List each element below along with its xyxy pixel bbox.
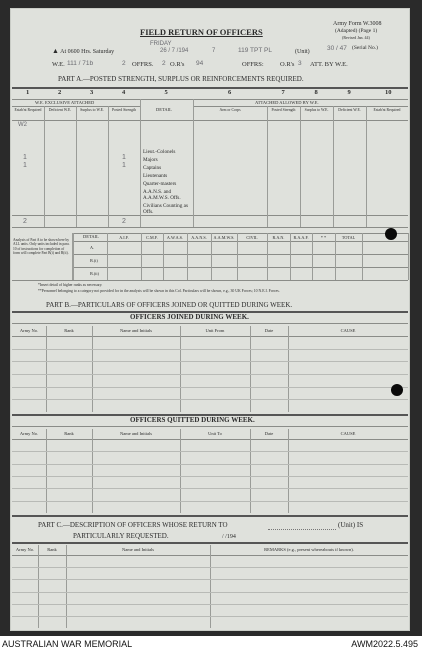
hw-total-4: 2	[122, 218, 126, 225]
column-number: 8	[314, 89, 318, 96]
table-row-line	[12, 501, 408, 502]
rule	[12, 215, 408, 216]
rank-label: Lieutenants	[143, 173, 168, 179]
revised-label: (Revised Jan. 44)	[342, 35, 370, 40]
analysis-column-header: R.A.A.F.	[293, 235, 309, 240]
table-column-header: REMARKS (e.g., present whereabouts if known).	[264, 547, 354, 552]
table-column-header: Name and Initials	[120, 431, 152, 436]
table-column-header: CAUSE	[340, 431, 356, 436]
serial-label: (Serial No.)	[352, 45, 378, 51]
column-divider	[73, 233, 74, 280]
column-number: 4	[122, 89, 126, 96]
column-divider	[187, 233, 188, 280]
column-divider	[267, 106, 268, 227]
analysis-row-label: B.(i)	[90, 258, 98, 263]
analysis-row-label: B.(ii)	[90, 271, 99, 276]
table-row-line	[12, 488, 408, 489]
column-number: 7	[281, 89, 285, 96]
sub-header: Estab'nt Required	[14, 108, 42, 112]
table-row-line	[12, 464, 408, 465]
column-divider	[366, 106, 367, 227]
table-column-header: Rank	[47, 547, 57, 552]
rule	[12, 336, 408, 337]
column-divider	[333, 106, 334, 227]
column-divider	[107, 233, 108, 280]
offrs-att-label: OFFRS:	[242, 61, 264, 68]
part-a-heading: PART A.—POSTED STRENGTH, SURPLUS OR REINFORCEMENTS REQUIRED.	[58, 75, 304, 83]
table-row-line	[12, 579, 408, 580]
footer-left: AUSTRALIAN WAR MEMORIAL	[2, 639, 133, 649]
sub-header: Arm or Corps	[219, 108, 241, 112]
form-title: FIELD RETURN OF OFFICERS	[140, 27, 263, 37]
note-2: **Personnel belonging to a category not provided for in the analysis will be shown in this Col. Particulars will be shown, e.g., 30 UK Forces; 10 N.E.I. Forces.	[38, 289, 280, 293]
rule	[12, 439, 408, 440]
unit-blank	[268, 529, 336, 530]
analysis-note: Analysis of Part A to be shown here by ALL units. Only units included in para. 10 of instructions for completion of form will complete Part B(i) and B(ii).	[13, 238, 70, 255]
unit-is-label: (Unit) IS	[338, 521, 364, 529]
column-number: 5	[164, 89, 168, 96]
analysis-column-header: * *	[320, 235, 327, 240]
offrs-count-handwritten: 2	[162, 60, 166, 67]
table-row-line	[12, 374, 408, 375]
rule	[73, 233, 408, 234]
ors-handwritten: 94	[196, 60, 204, 67]
analysis-row-label: A.	[90, 245, 95, 250]
serial-handwritten: 30 / 47	[327, 45, 347, 52]
rule	[12, 227, 408, 228]
hw-col1-top: W2	[18, 122, 27, 128]
attached-header: ATTACHED ALLOWED BY W.E.	[255, 100, 319, 105]
column-number: 2	[58, 89, 62, 96]
rank-label: A.A.N.S. and A.A.M.W.S. Offs.	[143, 189, 181, 201]
offrs-label: OFFRS.	[132, 61, 154, 68]
table-row-line	[12, 592, 408, 593]
column-divider	[141, 233, 142, 280]
offrs-handwritten: 2	[122, 60, 126, 67]
table-row-line	[12, 361, 408, 362]
rank-label: Captains	[143, 165, 162, 171]
rule	[12, 120, 408, 121]
table-row-line	[12, 616, 408, 617]
form-page	[10, 8, 410, 631]
adapted-label: (Adapted) (Page 1)	[335, 28, 378, 34]
table-row-line	[12, 349, 408, 350]
rank-label: Majors	[143, 157, 158, 163]
analysis-detail-label: DETAIL	[83, 234, 99, 239]
table-column-header: Name and Initials	[120, 328, 152, 333]
column-number: 9	[347, 89, 351, 96]
table-row-line	[12, 604, 408, 605]
column-divider	[72, 233, 73, 280]
rank-label: Quarter-masters	[143, 181, 177, 187]
part-c-heading-2: PARTICULARLY REQUESTED.	[73, 532, 169, 540]
rule	[12, 542, 408, 544]
we-handwritten: 111 / 71b	[67, 60, 94, 67]
we-label: W.E.	[52, 61, 65, 68]
column-divider	[108, 106, 109, 227]
sub-header: Surplus to W.E.	[304, 108, 329, 112]
date-handwritten: 26 / 7 /194	[160, 48, 189, 54]
footer-right: AWM2022.5.495	[351, 639, 418, 649]
sub-header: Deficient W.E.	[338, 108, 361, 112]
hw-col4-b: 1	[122, 162, 126, 169]
column-divider	[44, 106, 45, 227]
punch-hole	[385, 228, 397, 240]
column-divider	[312, 233, 313, 280]
rule	[73, 254, 408, 255]
table-column-header: Army No.	[15, 547, 35, 552]
column-divider	[408, 233, 409, 280]
part-b-heading: PART B.—PARTICULARS OF OFFICERS JOINED OR QUITTED DURING WEEK.	[46, 301, 293, 309]
table-column-header: Name and Initials	[122, 547, 154, 552]
column-divider	[290, 233, 291, 280]
column-number: 1	[26, 89, 30, 96]
unit-label: (Unit)	[295, 49, 310, 55]
sub-header: Posted Strength	[112, 108, 136, 112]
column-number: 10	[385, 89, 392, 96]
ors-att-handwritten: 3	[298, 60, 302, 67]
rank-label: Lieut.-Colonels	[143, 149, 176, 155]
table-column-header: Rank	[64, 431, 74, 436]
table-row-line	[12, 387, 408, 388]
unit-handwritten: 119 TPT PL	[238, 47, 272, 54]
rule	[12, 280, 408, 281]
analysis-column-header: A.A.N.S.	[191, 235, 207, 240]
sub-header: Deficient W.E.	[48, 108, 72, 112]
column-divider	[267, 233, 268, 280]
column-divider	[211, 233, 212, 280]
detail-header: DETAIL	[156, 107, 172, 112]
table-column-header: Unit To	[208, 431, 222, 436]
analysis-column-header: R.A.N.	[272, 235, 285, 240]
quitted-title: OFFICERS QUITTED DURING WEEK.	[130, 416, 255, 424]
table-column-header: CAUSE	[340, 328, 356, 333]
we-excl-header: W.E. EXCLUSIVE ATTACHED	[35, 100, 95, 105]
hw-col1-a: 1	[23, 154, 27, 161]
analysis-column-header: A.I.F.	[119, 235, 129, 240]
year-handwritten: 7	[212, 48, 216, 54]
column-divider	[300, 106, 301, 227]
part-c-heading-1: PART C.—DESCRIPTION OF OFFICERS WHOSE RETURN TO	[38, 521, 228, 529]
sub-header: Surplus to W.E.	[80, 108, 104, 112]
rank-label: Civilians Counting as Offs.	[143, 203, 188, 215]
note-1: *Insert detail of higher ranks as necessary.	[38, 283, 103, 287]
joined-title: OFFICERS JOINED DURING WEEK.	[130, 313, 249, 321]
column-divider	[163, 233, 164, 280]
table-column-header: Date	[264, 431, 274, 436]
hw-total-1: 2	[23, 218, 27, 225]
column-divider	[335, 233, 336, 280]
table-column-header: Rank	[64, 328, 74, 333]
column-divider	[140, 99, 141, 227]
rule	[12, 515, 408, 517]
analysis-column-header: A.A.M.W.S.	[213, 235, 235, 240]
column-divider	[193, 99, 194, 227]
column-divider	[237, 233, 238, 280]
table-row-line	[12, 399, 408, 400]
analysis-column-header: CIVIL	[246, 235, 258, 240]
table-column-header: Date	[264, 328, 274, 333]
at-hours-label: ▲ At 0600 Hrs. Saturday	[52, 47, 115, 55]
table-row-line	[12, 476, 408, 477]
sub-header: Estab'nt Required	[373, 108, 401, 112]
column-number: 3	[90, 89, 94, 96]
rule	[73, 267, 408, 268]
rule	[12, 323, 408, 324]
punch-hole	[391, 384, 403, 396]
ors-att-label: O.R's	[280, 61, 295, 68]
att-by-we-label: ATT. BY W.E.	[310, 61, 348, 68]
table-column-header: Army No.	[19, 328, 39, 333]
table-row-line	[12, 567, 408, 568]
table-column-header: Army No.	[19, 431, 39, 436]
hw-col1-b: 1	[23, 162, 27, 169]
army-form-number: Army Form W.3008	[333, 21, 382, 27]
ors-label: O.R's	[170, 61, 185, 68]
day-handwritten: FRIDAY	[150, 41, 172, 47]
column-divider	[362, 233, 363, 280]
analysis-column-header: A.W.A.S.	[166, 235, 184, 240]
sub-header: Posted Strength	[271, 108, 296, 112]
analysis-column-header: TOTAL	[341, 235, 356, 240]
rule	[73, 241, 408, 242]
column-number: 6	[228, 89, 232, 96]
column-divider	[76, 106, 77, 227]
table-row-line	[12, 451, 408, 452]
part-c-date: / /194	[222, 534, 236, 540]
hw-col4-a: 1	[122, 154, 126, 161]
rule	[12, 426, 408, 427]
analysis-column-header: C.M.F.	[146, 235, 158, 240]
table-column-header: Unit From	[205, 328, 225, 333]
